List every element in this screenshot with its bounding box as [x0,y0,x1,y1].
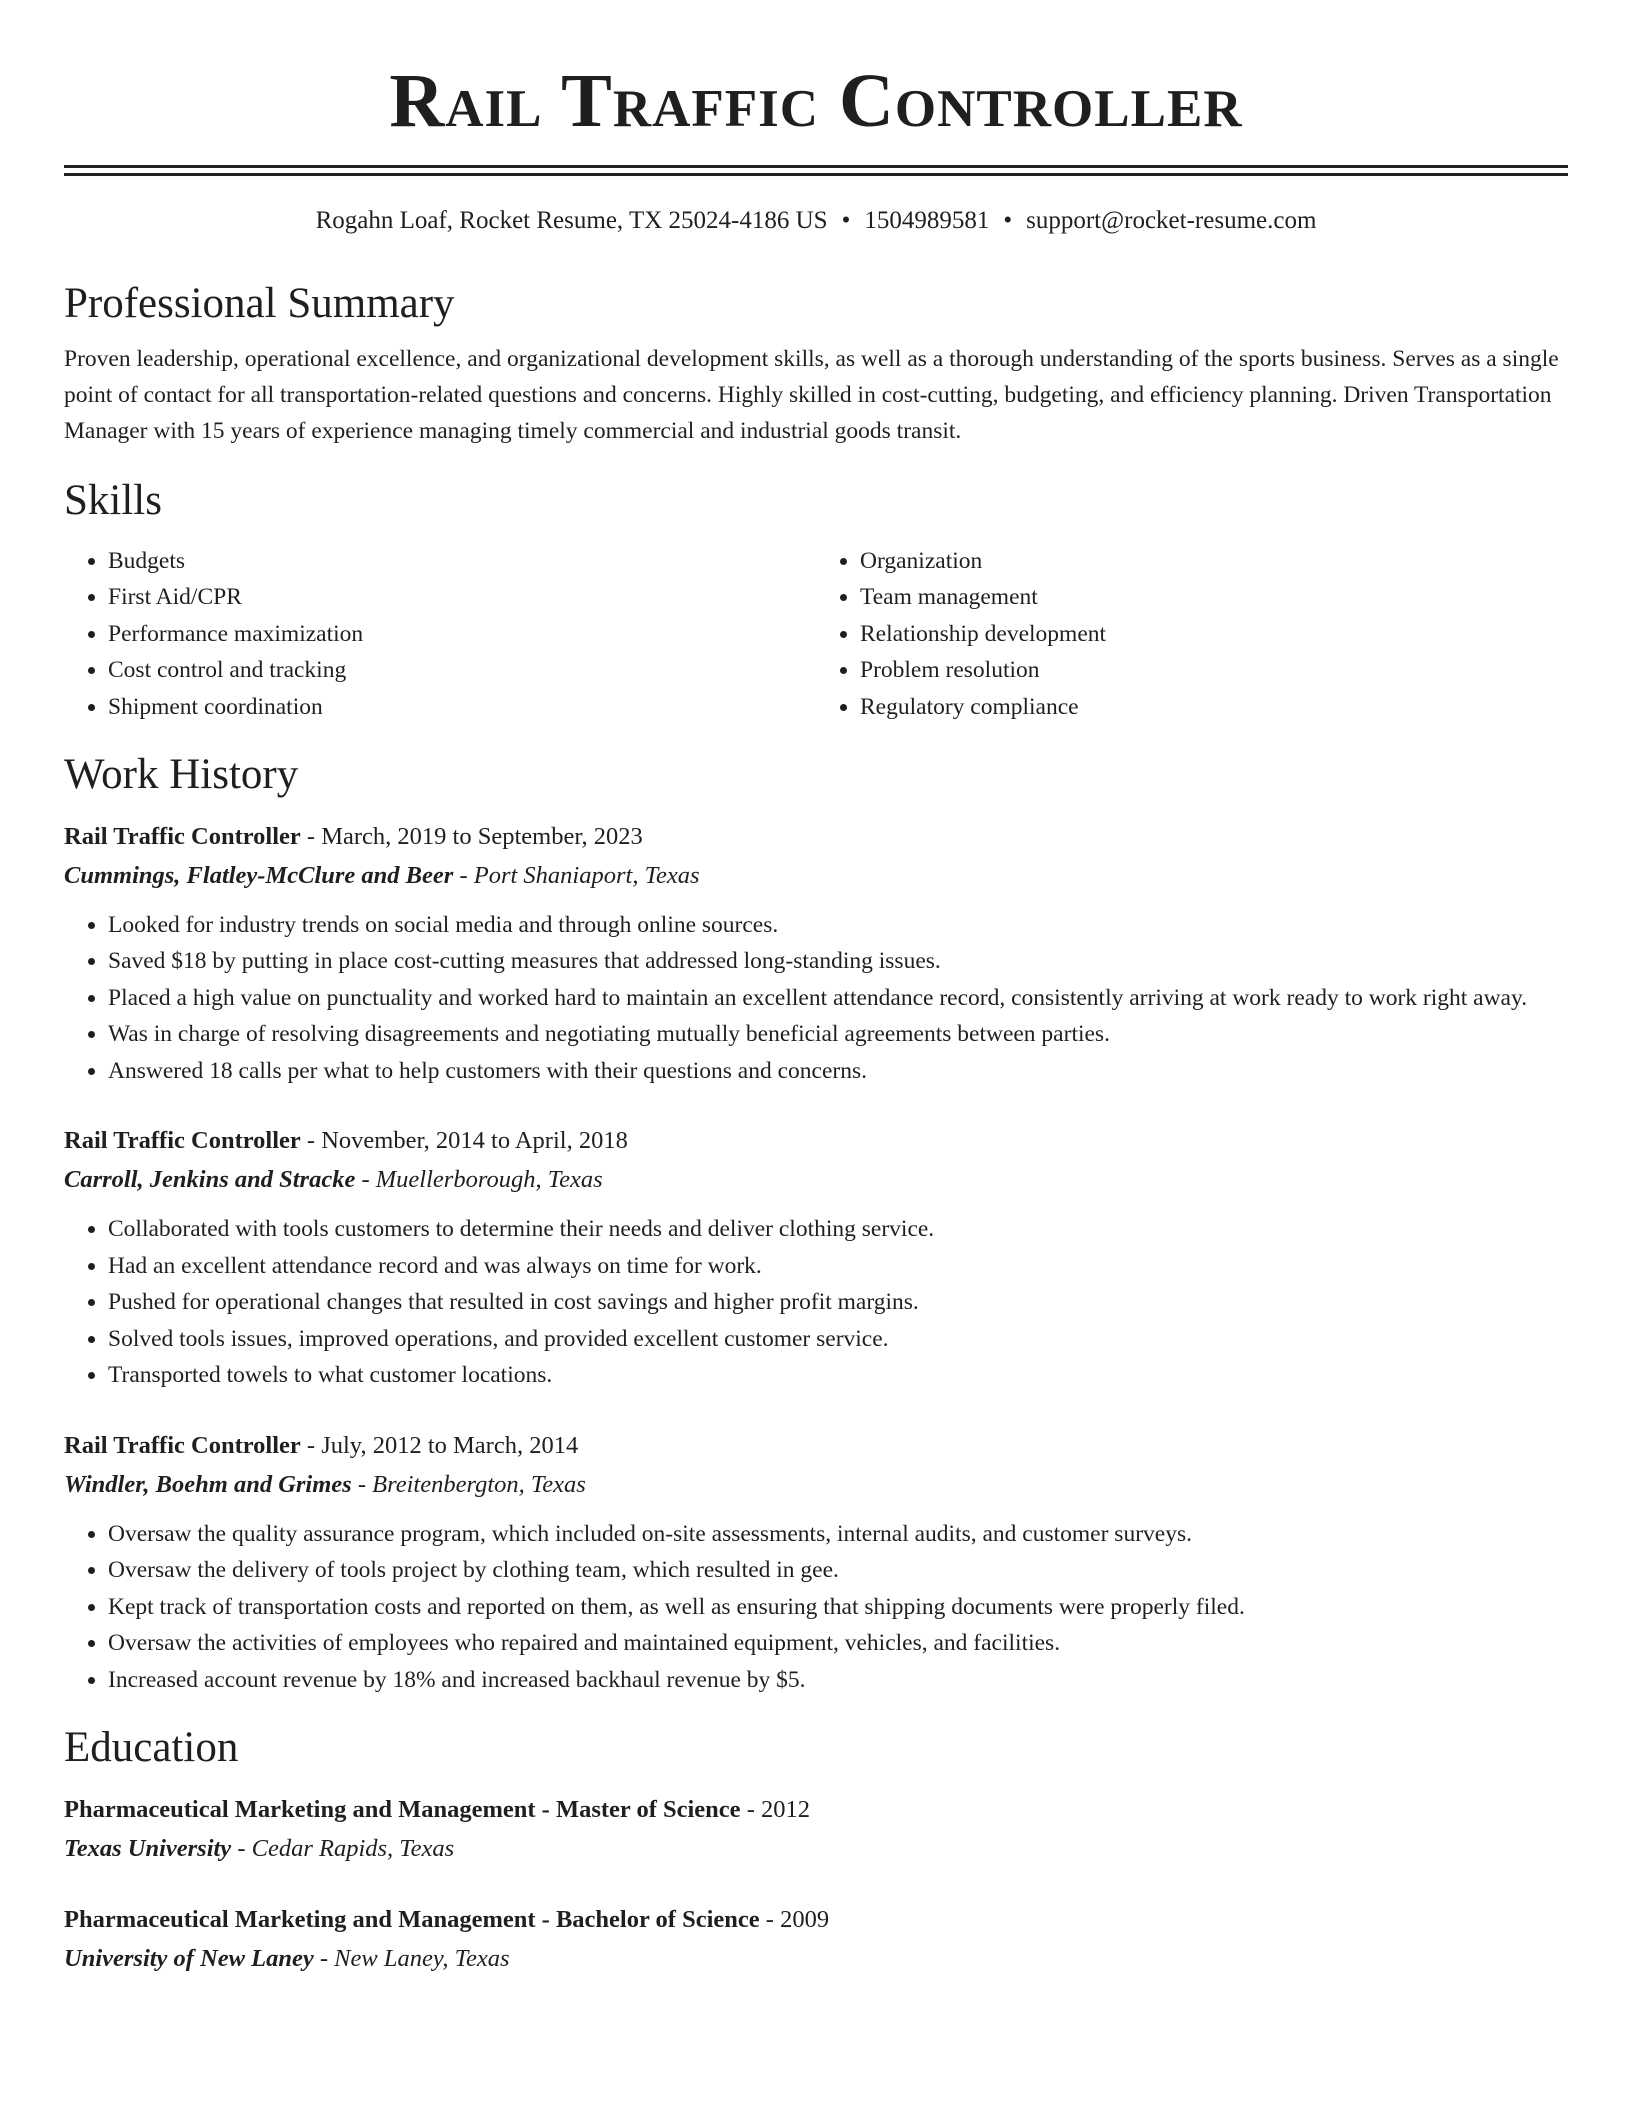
job-employer: Carroll, Jenkins and Stracke [64,1166,356,1194]
education-heading: Education [64,1724,239,1772]
job-location: Muellerborough, Texas [375,1166,603,1194]
contact-line [64,205,1568,238]
duty-item: • Kept track of transportation costs and reported on them, as well as ensuring that shipping documents were properly filed. [108,1589,1568,1626]
education-year: 2009 [780,1905,830,1933]
education-header: Pharmaceutical Marketing and Management - Master of Science - 2012 [64,1795,810,1823]
job-employer-line: Windler, Boehm and Grimes - Breitenbergton, Texas [64,1470,586,1498]
contact-separator: • [1003,207,1013,234]
skills-column-left [64,543,816,726]
job-dates: March, 2019 to September, 2023 [321,822,643,850]
duty-item: • Solved tools issues, improved operations, and provided excellent customer service. [108,1321,1568,1358]
duty-item: • Was in charge of resolving disagreements and negotiating mutually beneficial agreements between parties. [108,1016,1568,1053]
education-entry [64,1900,1568,1978]
education-location: New Laney, Texas [334,1944,510,1972]
job-entry [64,1121,1568,1394]
skill-item: • Cost control and tracking [108,652,816,689]
header-double-rule [64,165,1568,176]
job-duties [64,1516,1568,1699]
job-entry [64,1426,1568,1699]
job-entry [64,817,1568,1090]
summary-text: Proven leadership, operational excellence, and organizational development skills, as well as a thorough understanding of the sports business. Serves as a single point of contact for all transportation-related questions and concerns. Highly skilled in cost-cutting, budgeting, and efficiency planning. Driven Transportation Manager with 15 years of experience managing timely commercial and industrial goods transit. [64,346,1559,445]
education-degree: Pharmaceutical Marketing and Management - Bachelor of Science [64,1905,760,1933]
skills-heading: Skills [64,477,162,525]
skill-item: • Organization [860,543,1568,580]
education-school-line: Texas University - Cedar Rapids, Texas [64,1834,455,1862]
job-employer: Cummings, Flatley-McClure and Beer [64,861,454,889]
duty-item: • Looked for industry trends on social media and through online sources. [108,907,1568,944]
job-duties [64,907,1568,1090]
duty-item: • Answered 18 calls per what to help customers with their questions and concerns. [108,1053,1568,1090]
education-header: Pharmaceutical Marketing and Management - Bachelor of Science - 2009 [64,1905,830,1933]
skill-item: • Problem resolution [860,652,1568,689]
resume-title: Rail Traffic Controller [389,59,1243,143]
skill-item: • Relationship development [860,616,1568,653]
job-duties [64,1211,1568,1394]
duty-item: • Increased account revenue by 18% and increased backhaul revenue by $5. [108,1662,1568,1699]
duty-item: • Placed a high value on punctuality and worked hard to maintain an excellent attendance record, consistently arriving at work ready to work right away. [108,980,1568,1017]
duty-item: • Transported towels to what customer locations. [108,1357,1568,1394]
skill-item: • Regulatory compliance [860,689,1568,726]
contact-phone: 1504989581 [864,207,990,234]
job-dates: November, 2014 to April, 2018 [321,1127,628,1155]
education-degree: Pharmaceutical Marketing and Management - Master of Science [64,1795,741,1823]
education-school: Texas University [64,1834,232,1862]
skills-column-right [816,543,1568,726]
education-entry [64,1790,1568,1868]
skill-item: • Shipment coordination [108,689,816,726]
job-dates: July, 2012 to March, 2014 [321,1431,579,1459]
duty-item: • Pushed for operational changes that resulted in cost savings and higher profit margins. [108,1284,1568,1321]
duty-item: • Oversaw the activities of employees who repaired and maintained equipment, vehicles, and facilities. [108,1625,1568,1662]
skills-list [64,543,1568,726]
duty-item: • Oversaw the quality assurance program, which included on-site assessments, internal audits, and customer surveys. [108,1516,1568,1553]
education-location: Cedar Rapids, Texas [251,1834,455,1862]
job-title: Rail Traffic Controller [64,1431,301,1459]
duty-item: • Collaborated with tools customers to determine their needs and deliver clothing service. [108,1211,1568,1248]
summary-heading: Professional Summary [64,279,455,327]
skill-item: • Team management [860,579,1568,616]
education-school-line: University of New Laney - New Laney, Texas [64,1944,510,1972]
job-header: Rail Traffic Controller - March, 2019 to September, 2023 [64,822,643,850]
skill-item: • First Aid/CPR [108,579,816,616]
duty-item: • Had an excellent attendance record and was always on time for work. [108,1248,1568,1285]
job-location: Port Shaniaport, Texas [473,861,700,889]
work-history-heading: Work History [64,751,299,799]
job-title: Rail Traffic Controller [64,1127,301,1155]
job-header: Rail Traffic Controller - July, 2012 to March, 2014 [64,1431,579,1459]
job-employer-line: Cummings, Flatley-McClure and Beer - Port Shaniaport, Texas [64,861,700,889]
education-year: 2012 [760,1795,810,1823]
job-location: Breitenbergton, Texas [372,1470,586,1498]
contact-separator: • [841,207,851,234]
duty-item: • Saved $18 by putting in place cost-cutting measures that addressed long-standing issues. [108,943,1568,980]
contact-address: Rogahn Loaf, Rocket Resume, TX 25024-4186 US [315,207,828,234]
skill-item: • Performance maximization [108,616,816,653]
duty-item: • Oversaw the delivery of tools project by clothing team, which resulted in gee. [108,1552,1568,1589]
education-school: University of New Laney [64,1944,314,1972]
job-header: Rail Traffic Controller - November, 2014 to April, 2018 [64,1127,628,1155]
contact-email: support@rocket-resume.com [1026,207,1317,234]
skill-item: • Budgets [108,543,816,580]
job-employer: Windler, Boehm and Grimes [64,1470,352,1498]
job-title: Rail Traffic Controller [64,822,301,850]
job-employer-line: Carroll, Jenkins and Stracke - Muellerborough, Texas [64,1166,603,1194]
